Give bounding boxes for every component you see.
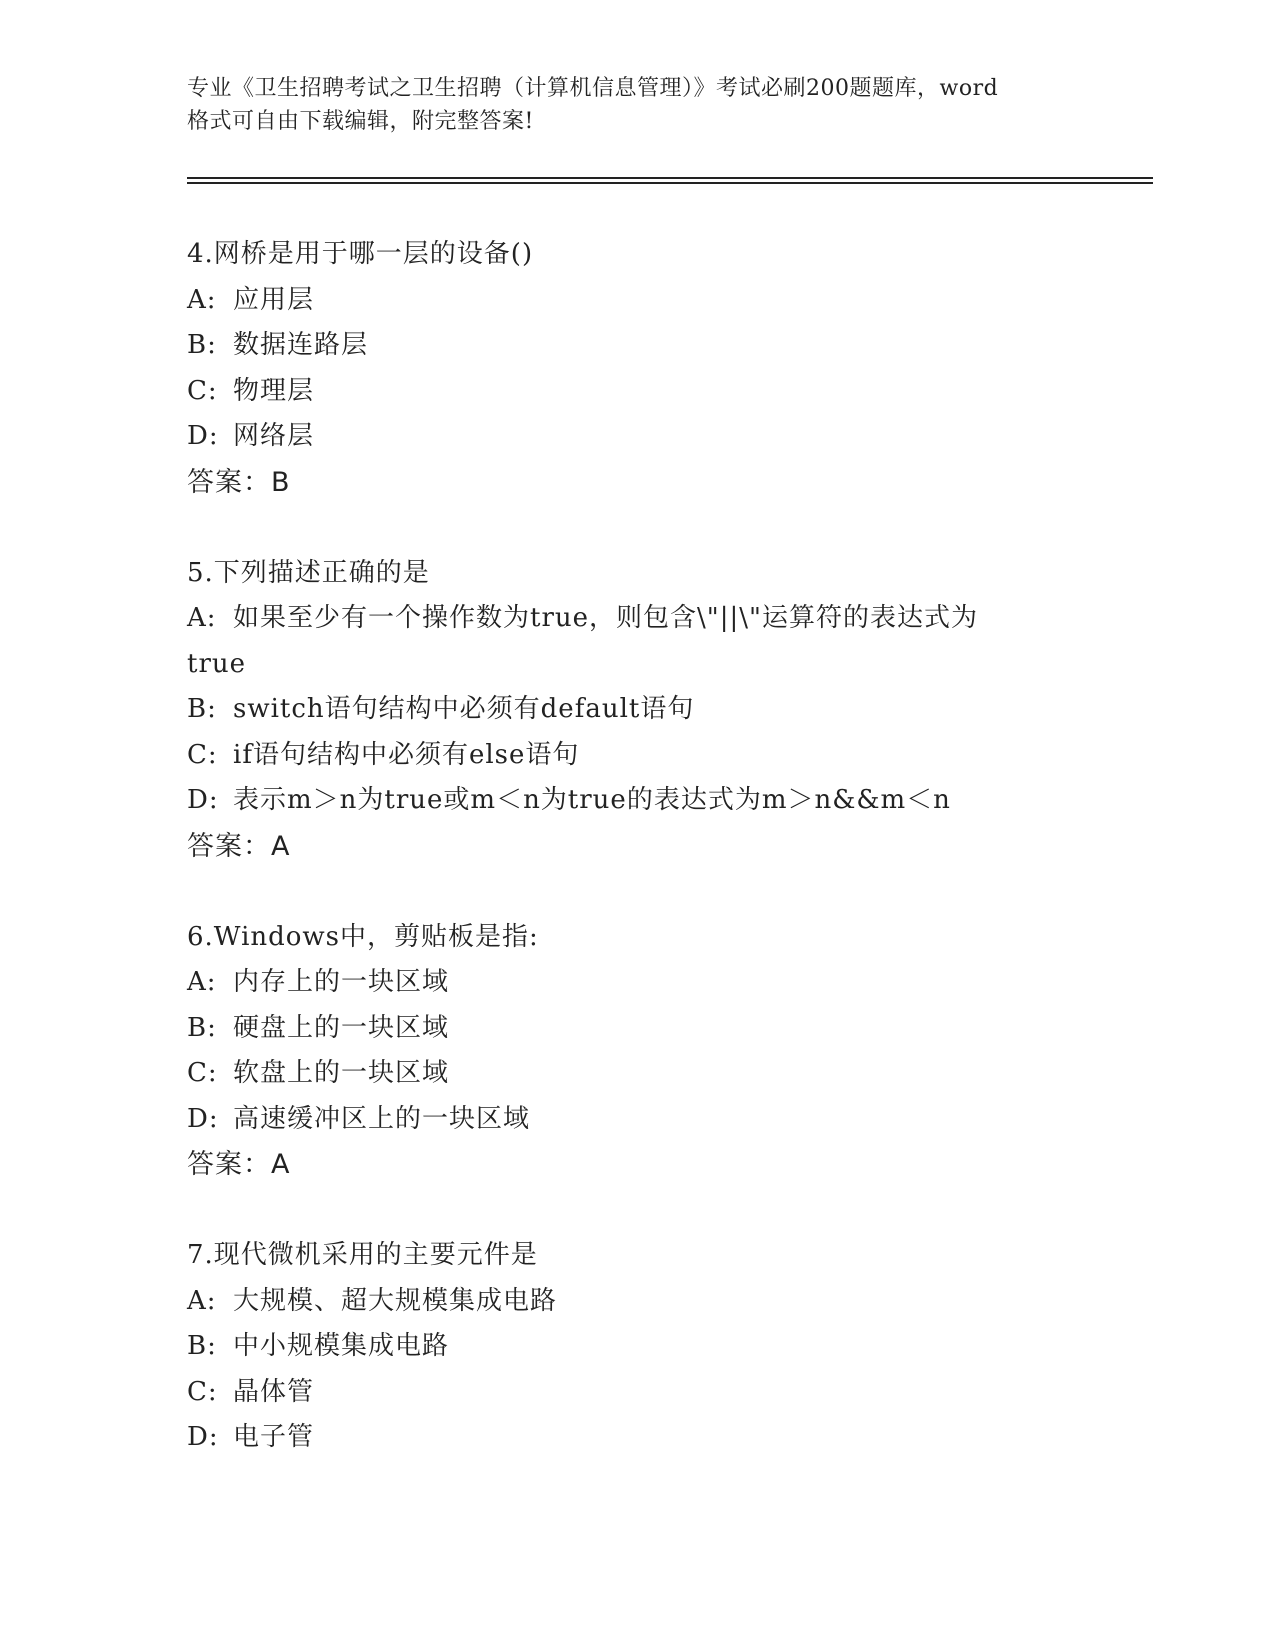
option-text: 晶体管 bbox=[233, 1376, 315, 1407]
option-prefix: B: bbox=[187, 694, 217, 724]
option-prefix: B: bbox=[187, 1012, 217, 1043]
option-prefix: C: bbox=[187, 1058, 218, 1088]
option-c bbox=[187, 1370, 1087, 1416]
option-text: 软盘上的一块区域 bbox=[233, 1058, 450, 1088]
option-text: if语句结构中必须有else语句 bbox=[233, 739, 580, 770]
option-c bbox=[187, 733, 1087, 779]
option-prefix: A: bbox=[187, 603, 217, 633]
answer-line: 答案：A bbox=[187, 830, 291, 862]
option-d bbox=[187, 778, 1087, 824]
option-c bbox=[187, 369, 1087, 415]
option-b bbox=[187, 323, 1087, 369]
option-prefix: C: bbox=[187, 375, 218, 406]
header-rule-bottom bbox=[187, 182, 1153, 184]
option-prefix: A: bbox=[187, 1285, 217, 1316]
option-text: 中小规模集成电路 bbox=[233, 1331, 450, 1361]
option-text: 高速缓冲区上的一块区域 bbox=[233, 1103, 531, 1134]
option-text: 电子管 bbox=[233, 1422, 315, 1452]
spacer bbox=[187, 505, 1087, 551]
option-prefix: D: bbox=[187, 1103, 219, 1134]
question-stem: 4.网桥是用于哪一层的设备() bbox=[187, 239, 534, 269]
option-prefix: D: bbox=[187, 421, 219, 451]
spacer bbox=[187, 869, 1087, 915]
option-b bbox=[187, 1324, 1087, 1370]
question-stem: 5.下列描述正确的是 bbox=[187, 557, 430, 588]
option-d bbox=[187, 1415, 1087, 1461]
option-d bbox=[187, 1097, 1087, 1143]
option-prefix: A: bbox=[187, 967, 217, 997]
question-4 bbox=[187, 232, 1087, 505]
option-text: 表示m＞n为true或m＜n为true的表达式为m＞n&&m＜n bbox=[233, 785, 951, 815]
header-rule-top bbox=[187, 177, 1153, 179]
header-line-2: 格式可自由下载编辑，附完整答案! bbox=[187, 109, 534, 134]
option-a bbox=[187, 1279, 1087, 1325]
option-a bbox=[187, 596, 1087, 642]
option-prefix: C: bbox=[187, 739, 218, 770]
option-b bbox=[187, 1006, 1087, 1052]
question-5 bbox=[187, 551, 1087, 870]
option-text: 大规模、超大规模集成电路 bbox=[233, 1285, 558, 1316]
spacer bbox=[187, 1188, 1087, 1234]
option-prefix: B: bbox=[187, 330, 217, 360]
option-prefix: D: bbox=[187, 1422, 219, 1452]
option-a bbox=[187, 278, 1087, 324]
option-prefix: A: bbox=[187, 284, 217, 315]
option-text: 如果至少有一个操作数为true，则包含\"||\"运算符的表达式为 bbox=[233, 603, 978, 633]
option-text: 物理层 bbox=[233, 375, 315, 406]
option-a-continuation: true bbox=[187, 648, 247, 679]
option-text: 内存上的一块区域 bbox=[233, 967, 450, 997]
option-b bbox=[187, 687, 1087, 733]
option-a bbox=[187, 960, 1087, 1006]
question-list bbox=[187, 232, 1087, 1461]
option-text: switch语句结构中必须有default语句 bbox=[233, 694, 695, 724]
option-d bbox=[187, 414, 1087, 460]
option-text: 网络层 bbox=[233, 421, 315, 451]
document-header bbox=[187, 72, 1087, 138]
option-prefix: B: bbox=[187, 1331, 217, 1361]
option-text: 硬盘上的一块区域 bbox=[233, 1012, 450, 1043]
question-6 bbox=[187, 915, 1087, 1188]
question-7 bbox=[187, 1233, 1087, 1461]
option-c bbox=[187, 1051, 1087, 1097]
option-text: 应用层 bbox=[233, 284, 315, 315]
answer-line: 答案：B bbox=[187, 466, 291, 498]
answer-line: 答案：A bbox=[187, 1149, 291, 1180]
option-prefix: C: bbox=[187, 1376, 218, 1407]
header-line-1: 专业《卫生招聘考试之卫生招聘（计算机信息管理）》考试必刷200题题库，word bbox=[187, 76, 999, 101]
option-text: 数据连路层 bbox=[233, 330, 369, 360]
option-prefix: D: bbox=[187, 785, 219, 815]
question-stem: 7.现代微机采用的主要元件是 bbox=[187, 1240, 538, 1270]
question-stem: 6.Windows中，剪贴板是指: bbox=[187, 921, 539, 952]
